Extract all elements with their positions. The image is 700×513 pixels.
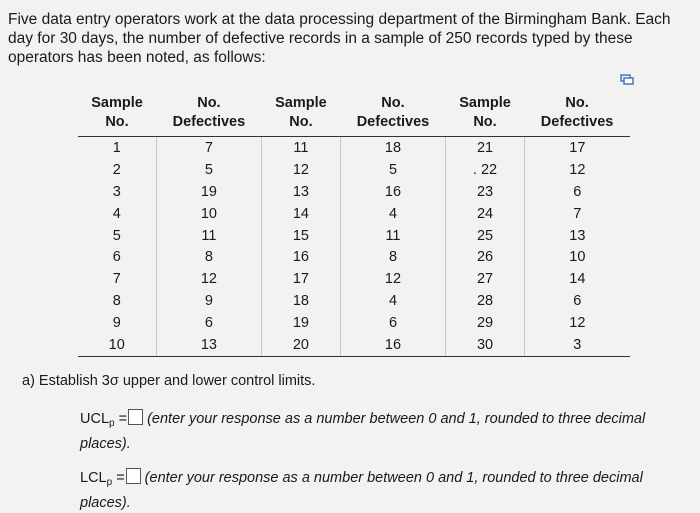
cell: 3 (78, 181, 156, 203)
cell: 5 (340, 159, 446, 181)
header-sample-no-1: Sample No. (78, 92, 156, 137)
cell: 11 (340, 225, 446, 247)
cell: 4 (340, 290, 446, 312)
cell: 17 (569, 139, 586, 156)
cell: 24 (446, 203, 524, 225)
cell: 27 (446, 268, 524, 290)
cell: 4 (340, 203, 446, 225)
cell: 19 (156, 181, 262, 203)
table-row (78, 246, 630, 268)
cell: 13 (569, 227, 586, 244)
cell: 20 (262, 334, 340, 356)
cell: 6 (340, 312, 446, 334)
table-row (78, 181, 630, 203)
cell: 23 (446, 181, 524, 203)
cell: . 22 (446, 159, 524, 181)
cell: 8 (78, 290, 156, 312)
cell: 1 (78, 137, 156, 159)
cell: 25 (446, 225, 524, 247)
cell: 10 (78, 334, 156, 356)
header-sample-no-2: Sample No. (262, 92, 340, 137)
cell: 16 (340, 334, 446, 356)
table-row (78, 159, 630, 181)
copy-data-icon[interactable] (620, 74, 634, 86)
cell: 10 (156, 203, 262, 225)
header-defectives-2: No. Defectives (340, 92, 446, 137)
lcl-label: $LCL_p$ = (80, 470, 125, 488)
lcl-answer-input[interactable] (126, 468, 141, 484)
ucl-answer-row (80, 409, 692, 454)
table-row (78, 312, 630, 334)
lcl-answer-row (80, 468, 692, 513)
cell: 16 (262, 246, 340, 268)
table-row (78, 290, 630, 312)
cell: 15 (262, 225, 340, 247)
lcl-hint: (enter your response as a number between 0 and 1, rounded to three decimal places). (80, 470, 643, 511)
cell: 13 (156, 334, 262, 356)
ucl-label: $UCL_p$ = (80, 411, 128, 429)
cell: 8 (156, 246, 262, 268)
cell: 18 (340, 137, 446, 159)
cell: 9 (78, 312, 156, 334)
cell: 7 (78, 268, 156, 290)
table-row (78, 137, 630, 159)
cell: 5 (156, 159, 262, 181)
table-row (78, 203, 630, 225)
question-a: a) Establish 3σ upper and lower control limits. (22, 373, 316, 389)
cell: 18 (262, 290, 340, 312)
ucl-answer-input[interactable] (128, 409, 143, 425)
cell: 8 (340, 246, 446, 268)
cell: 6 (573, 183, 582, 200)
table-row (78, 268, 630, 290)
cell: 12 (156, 268, 262, 290)
cell: 26 (446, 246, 524, 268)
cell: 29 (446, 312, 524, 334)
table-row (78, 334, 630, 356)
cell: 12 (262, 159, 340, 181)
cell: 12 (569, 161, 586, 178)
cell: 11 (156, 225, 262, 247)
cell: 14 (569, 271, 586, 288)
cell: 12 (340, 268, 446, 290)
cell: 12 (569, 315, 586, 332)
cell: 13 (262, 181, 340, 203)
cell: 9 (156, 290, 262, 312)
defects-table (78, 92, 630, 357)
cell: 7 (573, 205, 582, 222)
table-row (78, 225, 630, 247)
cell: 2 (78, 159, 156, 181)
cell: 6 (573, 293, 582, 310)
cell: 21 (446, 137, 524, 159)
cell: 28 (446, 290, 524, 312)
problem-intro: Five data entry operators work at the data processing department of the Birmingham Bank. Each day for 30 days, the number of defective records in a sample of 250 records typed by these operators has been noted, as follows: (8, 11, 671, 66)
cell: 10 (569, 249, 586, 266)
cell: 19 (262, 312, 340, 334)
cell: 6 (156, 312, 262, 334)
cell: 30 (446, 334, 524, 356)
ucl-hint: (enter your response as a number between 0 and 1, rounded to three decimal places). (80, 411, 646, 452)
table-header-row (78, 92, 630, 137)
header-sample-no-3: Sample No. (446, 92, 524, 137)
header-defectives-1: No. Defectives (156, 92, 262, 137)
header-defectives-3: No. Defectives (524, 92, 630, 137)
cell: 17 (262, 268, 340, 290)
cell: 16 (340, 181, 446, 203)
cell: 3 (524, 334, 630, 356)
cell: 14 (262, 203, 340, 225)
cell: 6 (78, 246, 156, 268)
cell: 11 (262, 137, 340, 159)
cell: 4 (78, 203, 156, 225)
cell: 5 (78, 225, 156, 247)
cell: 7 (156, 137, 262, 159)
